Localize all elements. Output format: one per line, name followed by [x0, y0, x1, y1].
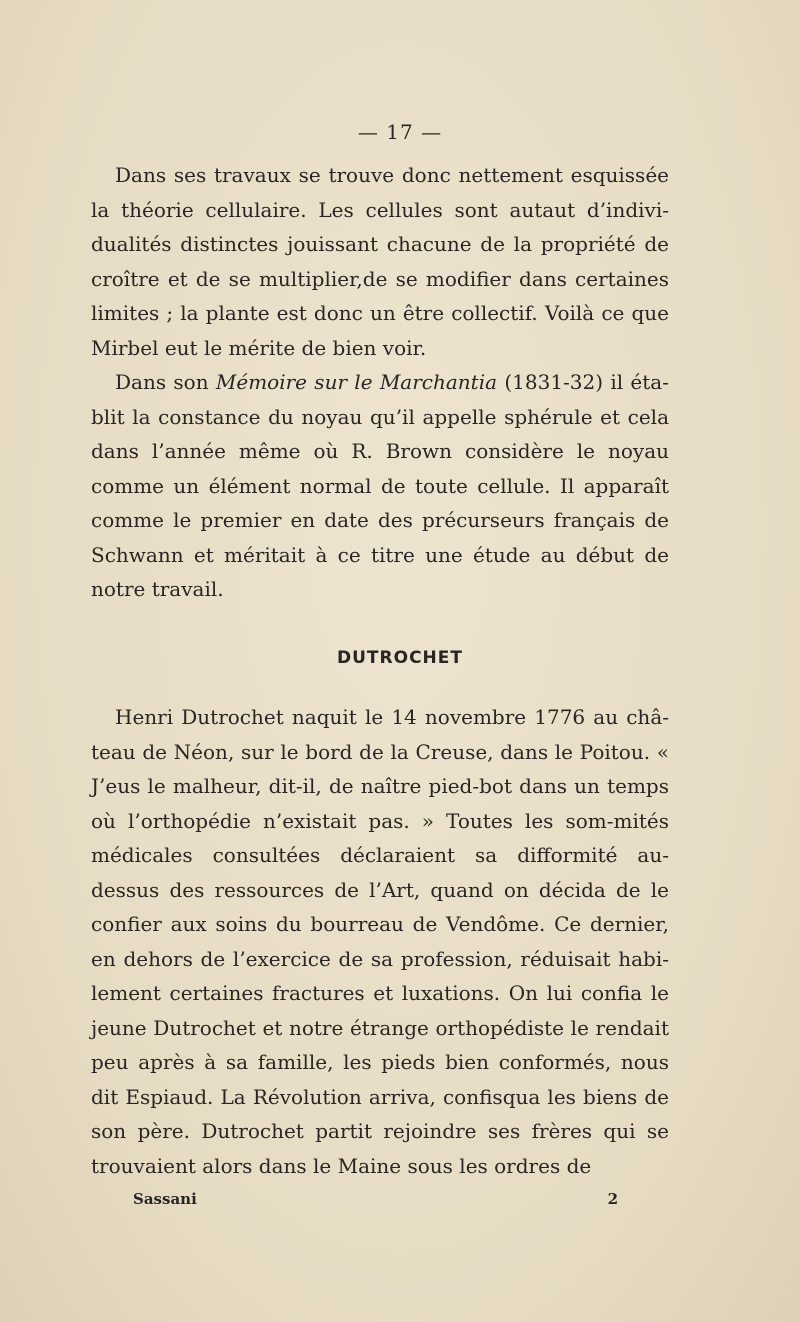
section-heading: DUTROCHET — [337, 648, 463, 668]
work-title: Mémoire sur le Marchantia — [215, 370, 498, 394]
paragraph-cellular-theory: Dans ses travaux se trouve donc nettement esquissée la théorie cellulaire. Les cellules sont autaut d’indivi-dualités distinctes jouissant chacune de la propriété de croître et de se multiplier,de se modifier dans certaines limites ; la plante est donc un être collectif. Voilà ce que Mirbel eut le mérite de bien voir. — [91, 163, 669, 360]
paragraph-dutrochet-bio: Henri Dutrochet naquit le 14 novembre 1776 au châ-teau de Néon, sur le bord de la Creuse, dans le Poitou. « J’eus le malheur, dit-il, de naître pied-bot dans un temps où l’orthopédie n’existait pas. » Toutes les som-mités médicales consultées déclaraient sa difformité au-dessus des ressources de l’Art, quand on décida de le confier aux soins du bourreau de Vendôme. Ce dernier, en dehors de l’exercice de sa profession, réduisait habi-lement certaines fractures et luxations. On lui confia le jeune Dutrochet et notre étrange orthopédiste le rendait peu après à sa famille, les pieds bien conformés, nous dit Espiaud. La Révolution arriva, confisqua les biens de son père. Dutrochet partit rejoindre ses frères qui se trouvaient alors dans le Maine sous les ordres de — [91, 705, 669, 1178]
paragraph-marchantia-before: Dans son — [115, 370, 216, 394]
page-footer — [133, 1190, 618, 1208]
paragraph-marchantia-after: (1831-32) il éta-blit la constance du noyau qu’il appelle sphérule et cela dans l’année même où R. Brown considère le noyau comme un élément normal de toute cellule. Il apparaît comme le premier en date des précurseurs français de Schwann et méritait à ce titre une étude au début de notre travail. — [91, 370, 669, 601]
signature-mark: 2 — [607, 1190, 618, 1208]
body-text-top — [91, 158, 669, 607]
footer-author: Sassani — [133, 1190, 197, 1208]
page-number: — 17 — — [357, 120, 443, 144]
paragraph-marchantia — [91, 365, 669, 607]
body-text-bottom — [91, 700, 669, 1183]
